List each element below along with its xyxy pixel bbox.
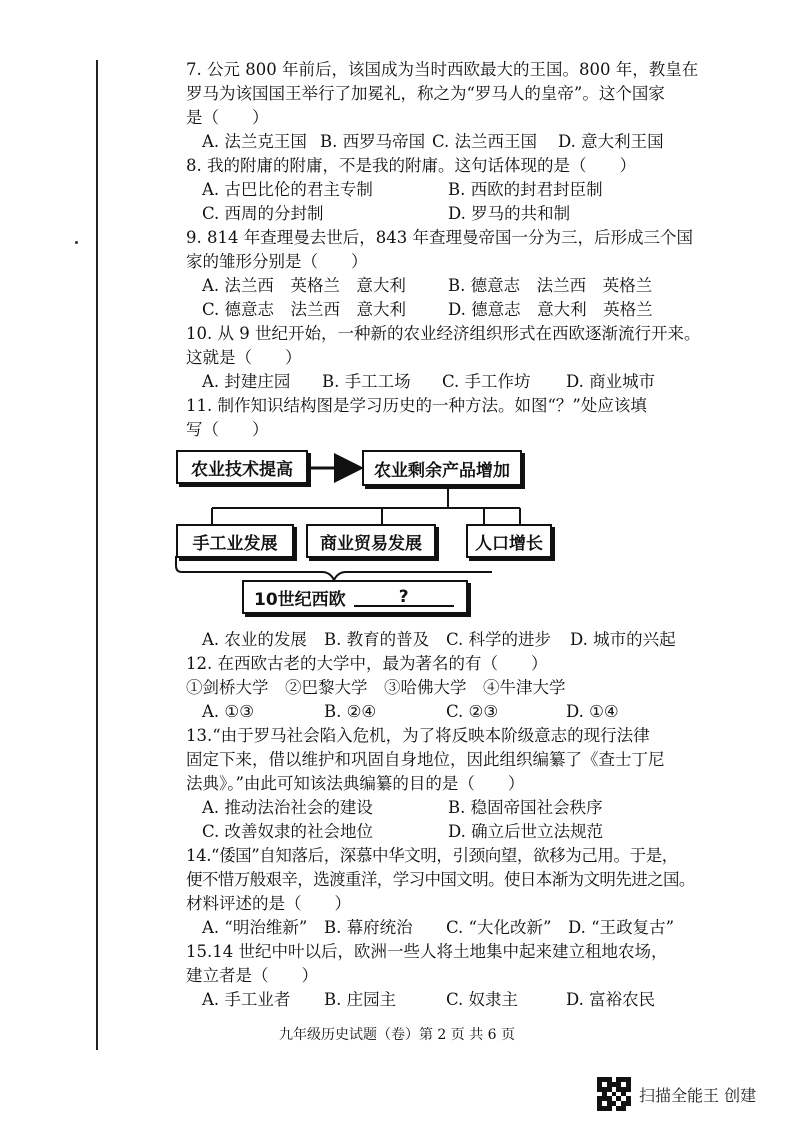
- question-15-option-b: B. 庄园主: [324, 990, 397, 1009]
- question-7-line-3: 是（ ）: [186, 108, 269, 127]
- bottom-label: 10世纪西欧: [254, 589, 346, 610]
- question-12-option-a: A. ①③: [202, 702, 254, 721]
- question-10-line-2: 这就是（ ）: [186, 348, 302, 367]
- question-10-line-1: 10. 从 9 世纪开始，一种新的农业经济组织形式在西欧逐渐流行开来。: [186, 324, 701, 343]
- question-14-option-d: D. “王政复古”: [568, 918, 675, 937]
- question-9-option-b: B. 德意志 法兰西 英格兰: [448, 276, 653, 295]
- question-13-option-c: C. 改善奴隶的社会地位: [202, 822, 374, 841]
- question-11-option-c: C. 科学的进步: [446, 630, 552, 649]
- question-14-options: [186, 916, 706, 940]
- question-14-line-1: 14.“倭国”自知落后，深慕中华文明，引颈向望，欲移为己用。于是，: [186, 846, 678, 865]
- question-13-line-1: 13.“由于罗马社会陷入危机，为了将反映本阶级意志的现行法律: [186, 726, 650, 745]
- question-11-options: [186, 628, 706, 652]
- box-agri-surplus: 农业剩余产品增加: [362, 450, 522, 486]
- question-12-line-1: 12. 在西欧古老的大学中，最为著名的有（ ）: [186, 654, 548, 673]
- question-9-option-d: D. 德意志 意大利 英格兰: [448, 300, 653, 319]
- box-trade: 商业贸易发展: [306, 524, 436, 558]
- question-10-option-d: D. 商业城市: [566, 372, 656, 391]
- question-12-options: [186, 700, 706, 724]
- question-10: [186, 322, 706, 394]
- question-11: [186, 394, 706, 652]
- margin-dot: [75, 241, 78, 244]
- question-14-option-c: C. “大化改新”: [446, 918, 552, 937]
- question-8-option-a: A. 古巴比伦的君主专制: [202, 180, 373, 199]
- question-7-option-c: C. 法兰西王国: [432, 132, 538, 151]
- question-8-option-c: C. 西周的分封制: [202, 204, 324, 223]
- question-11-line-1: 11. 制作知识结构图是学习历史的一种方法。如图“？”处应该填: [186, 396, 647, 415]
- question-15-option-a: A. 手工业者: [202, 990, 291, 1009]
- question-7-option-a: A. 法兰克王国: [202, 132, 307, 151]
- question-8-line-1: 8. 我的附庸的附庸，不是我的附庸。这句话体现的是（ ）: [186, 156, 636, 175]
- question-13-options-row-2: [186, 820, 706, 844]
- question-14: [186, 844, 706, 940]
- question-7-options: [186, 130, 706, 154]
- scanner-watermark: [597, 1077, 756, 1111]
- answer-blank: [354, 587, 454, 607]
- page-footer: 九年级历史试题（卷）第 2 页 共 6 页: [278, 1027, 516, 1043]
- question-14-option-a: A. “明治维新”: [202, 918, 308, 937]
- question-15-line-2: 建立者是（ ）: [186, 966, 318, 985]
- question-10-option-a: A. 封建庄园: [202, 372, 291, 391]
- question-7: [186, 58, 706, 154]
- question-13-option-b: B. 稳固帝国社会秩序: [448, 798, 603, 817]
- question-12: [186, 652, 706, 724]
- question-13: [186, 724, 706, 844]
- question-7-option-d: D. 意大利王国: [558, 132, 664, 151]
- question-15-option-d: D. 富裕农民: [566, 990, 656, 1009]
- question-9-line-1: 9. 814 年查理曼去世后，843 年查理曼帝国一分为三，后形成三个国: [186, 228, 693, 247]
- questions-area: [186, 58, 706, 1012]
- question-15-line-1: 15.14 世纪中叶以后，欧洲一些人将土地集中起来建立租地农场，: [186, 942, 668, 961]
- question-9-option-a: A. 法兰西 英格兰 意大利: [202, 276, 406, 295]
- question-15-option-c: C. 奴隶主: [446, 990, 519, 1009]
- question-8: [186, 154, 706, 226]
- question-12-statements: ①剑桥大学 ②巴黎大学 ③哈佛大学 ④牛津大学: [186, 678, 566, 697]
- question-8-options-row-2: [186, 202, 706, 226]
- question-9: [186, 226, 706, 322]
- binding-margin-line: [96, 60, 98, 1050]
- question-11-line-2: 写（ ）: [186, 420, 269, 439]
- question-12-option-c: C. ②③: [446, 702, 499, 721]
- question-7-line-2: 罗马为该国国王举行了加冕礼，称之为“罗马人的皇帝”。这个国家: [186, 84, 665, 103]
- watermark-text: 扫描全能王 创建: [639, 1085, 757, 1105]
- question-7-option-b: B. 西罗马帝国: [320, 132, 426, 151]
- question-13-line-3: 法典》。”由此可知该法典编纂的目的是（ ）: [186, 774, 525, 793]
- question-9-line-2: 家的雏形分别是（ ）: [186, 252, 368, 271]
- question-10-options: [186, 370, 706, 394]
- qr-code-icon: [597, 1077, 631, 1111]
- box-tenth-century-europe: [242, 580, 468, 614]
- question-11-option-d: D. 城市的兴起: [570, 630, 676, 649]
- box-agri-tech: 农业技术提高: [176, 450, 308, 484]
- box-population: 人口增长: [466, 524, 552, 558]
- question-8-option-b: B. 西欧的封君封臣制: [448, 180, 603, 199]
- question-15: [186, 940, 706, 1012]
- question-14-option-b: B. 幕府统治: [324, 918, 413, 937]
- question-15-options: [186, 988, 706, 1012]
- question-mark: ?: [398, 587, 409, 607]
- question-11-option-a: A. 农业的发展: [202, 630, 307, 649]
- question-11-option-b: B. 教育的普及: [324, 630, 430, 649]
- question-14-line-2: 便不惜万般艰辛，选渡重洋，学习中国文明。使日本渐为文明先进之国。: [186, 870, 695, 889]
- question-9-options-row-2: [186, 298, 706, 322]
- question-13-line-2: 固定下来，借以维护和巩固自身地位，因此组织编纂了《查士丁尼: [186, 750, 665, 769]
- box-handicraft: 手工业发展: [176, 524, 294, 558]
- question-9-options-row-1: [186, 274, 706, 298]
- question-7-line-1: 7. 公元 800 年前后，该国成为当时西欧最大的王国。800 年，教皇在: [186, 60, 699, 79]
- question-12-option-d: D. ①④: [566, 702, 619, 721]
- question-13-option-a: A. 推动法治社会的建设: [202, 798, 373, 817]
- question-10-option-b: B. 手工工场: [322, 372, 411, 391]
- question-13-options-row-1: [186, 796, 706, 820]
- question-14-line-3: 材料评述的是（ ）: [186, 894, 351, 913]
- question-8-options-row-1: [186, 178, 706, 202]
- knowledge-structure-diagram: [172, 448, 706, 624]
- question-12-option-b: B. ②④: [324, 702, 377, 721]
- question-9-option-c: C. 德意志 法兰西 意大利: [202, 300, 407, 319]
- question-8-option-d: D. 罗马的共和制: [448, 204, 571, 223]
- question-13-option-d: D. 确立后世立法规范: [448, 822, 604, 841]
- question-10-option-c: C. 手工作坊: [442, 372, 531, 391]
